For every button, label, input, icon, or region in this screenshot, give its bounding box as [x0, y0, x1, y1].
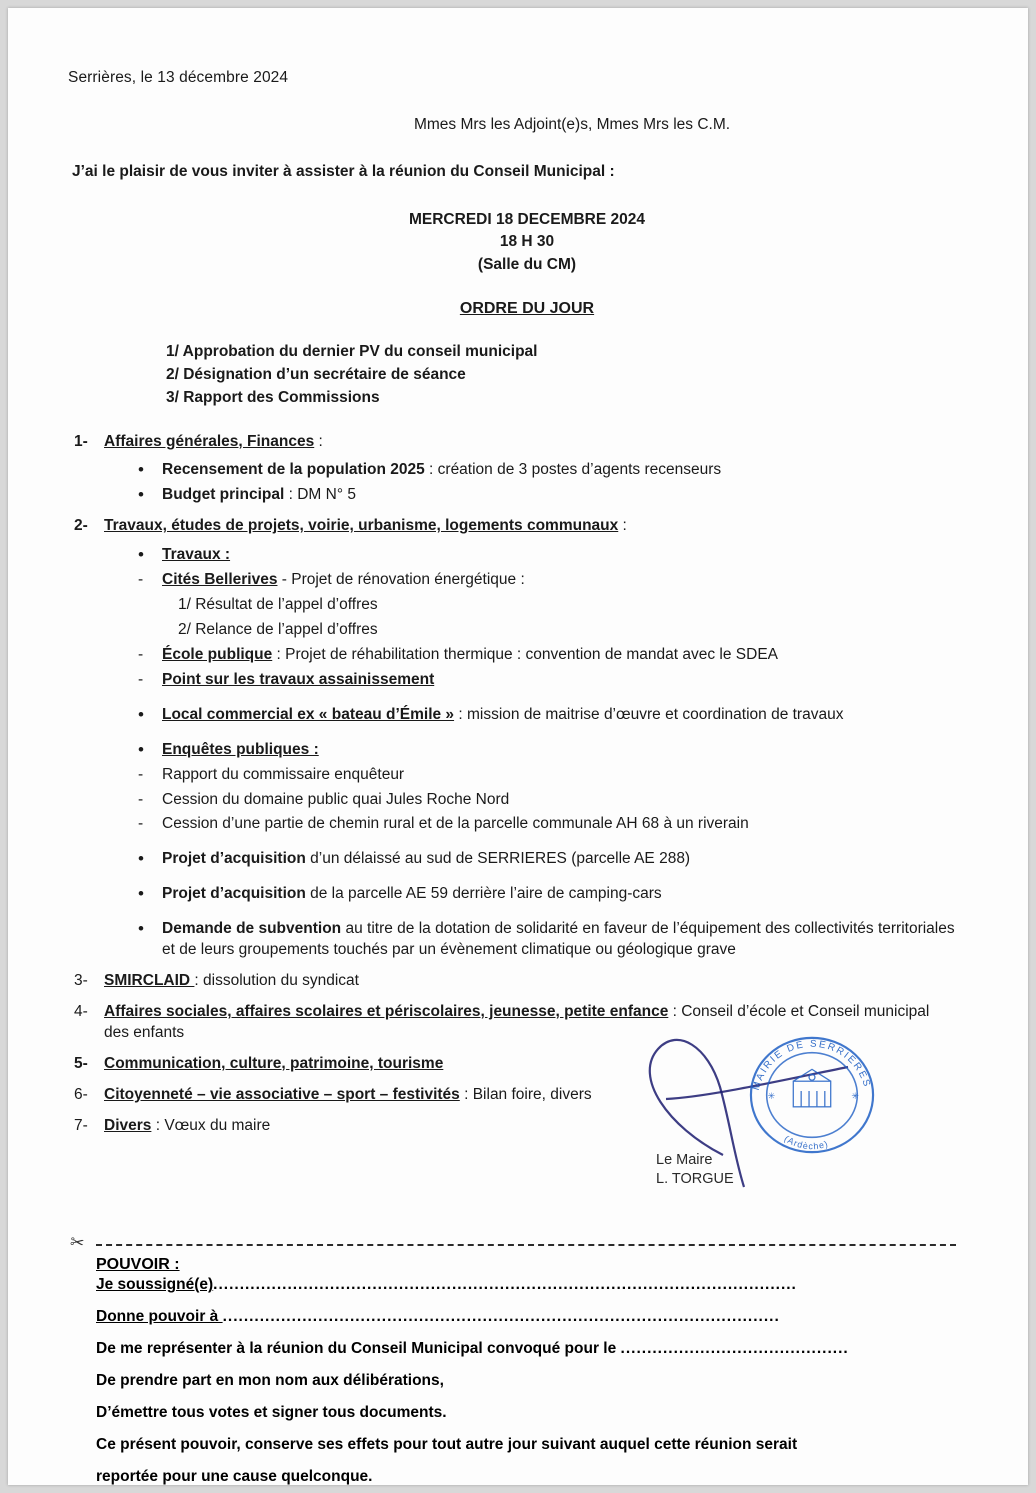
agenda-item-text: - Projet de rénovation énergétique : — [277, 571, 525, 589]
proxy-deliberations-line: De prendre part en mon nom aux délibérations, — [96, 1372, 444, 1389]
meeting-place: (Salle du CM) — [477, 255, 577, 273]
agenda-section-subtitle: : Bilan foire, divers — [459, 1085, 592, 1103]
agenda-section-number: 5- — [74, 1054, 88, 1072]
meeting-time: 18 H 30 — [499, 233, 555, 251]
proxy-grant-dots[interactable]: ......................................................................................................... — [222, 1308, 780, 1325]
agenda-section-title: Affaires sociales, affaires scolaires et périscolaires, jeunesse, petite enfance — [104, 1002, 669, 1020]
agenda-item-text: Cession du domaine public quai Jules Roche Nord — [162, 790, 510, 808]
signature-title: Le Maire — [656, 1151, 713, 1168]
agenda-item-text: au titre de la dotation de solidarité en faveur de l’équipement des collectivités territoriales et de leurs groupements touchés par un évènement climatique ou géologique grave — [162, 920, 955, 959]
proxy-undersigned-label: Je soussigné(e) — [96, 1276, 214, 1293]
proxy-effect-line-2: reportée pour une cause quelconque. — [96, 1468, 373, 1485]
preliminary-items — [166, 340, 956, 410]
agenda-section-title-wrap — [104, 971, 956, 992]
proxy-effect-line-1: Ce présent pouvoir, conserve ses effets pour tout autre jour suivant auquel cette réunion serait — [96, 1436, 798, 1453]
proxy-represent-label: De me représenter à la réunion du Conseil Municipal convoqué pour le — [96, 1340, 621, 1357]
agenda-section-head — [68, 971, 956, 992]
proxy-grant-line — [96, 1308, 972, 1326]
agenda-item-text: 1/ Résultat de l’appel d’offres — [178, 596, 378, 614]
agenda-item — [108, 645, 956, 666]
handwritten-signature — [548, 1037, 968, 1157]
signature-block — [656, 1151, 734, 1190]
invitation-intro: J’ai le plaisir de vous inviter à assister à la réunion du Conseil Municipal : — [72, 162, 615, 180]
agenda-section-subtitle: : — [618, 517, 627, 535]
agenda-section-subtitle: : — [314, 432, 323, 450]
agenda-section-title: Affaires générales, Finances — [104, 432, 315, 450]
signature-area — [68, 1147, 956, 1225]
agenda-item — [108, 620, 956, 641]
agenda-item — [108, 705, 956, 726]
agenda-section-title-wrap — [104, 516, 956, 537]
meeting-details — [98, 209, 956, 276]
agenda-item-text: : DM N° 5 — [284, 486, 356, 504]
signature-name: L. TORGUE — [656, 1171, 734, 1188]
agenda-item-label: Projet d’acquisition — [162, 850, 306, 868]
date-line: Serrières, le 13 décembre 2024 — [68, 69, 289, 86]
agenda-title: ORDRE DU JOUR — [459, 300, 595, 318]
agenda-section-number: 6- — [74, 1085, 88, 1103]
agenda-section-title-wrap — [104, 432, 956, 453]
proxy-undersigned-dots[interactable]: .............................................................................................................. — [213, 1276, 797, 1293]
agenda-item-list — [108, 545, 956, 961]
agenda-sections — [68, 432, 956, 1137]
agenda-item-text: de la parcelle AE 59 derrière l’aire de camping-cars — [305, 885, 662, 903]
agenda-item — [108, 814, 956, 835]
agenda-section-title: Divers — [104, 1116, 152, 1134]
agenda-item — [108, 790, 956, 811]
agenda-section-subtitle: : Vœux du maire — [151, 1116, 271, 1134]
agenda-section-title: Citoyenneté – vie associative – sport – festivités — [104, 1085, 460, 1103]
agenda-section — [68, 516, 956, 961]
agenda-item-label: Cités Bellerives — [162, 571, 278, 589]
agenda-item — [108, 670, 956, 691]
svg-text:✳: ✳ — [767, 1090, 776, 1101]
agenda-section-head — [68, 516, 956, 537]
agenda-item — [108, 740, 956, 761]
agenda-item — [108, 545, 956, 566]
agenda-item-text: : création de 3 postes d’agents recenseurs — [424, 461, 722, 479]
agenda-item-text: Rapport du commissaire enquêteur — [162, 765, 405, 783]
agenda-section-number: 7- — [74, 1116, 88, 1134]
agenda-item-label: Enquêtes publiques : — [162, 740, 319, 758]
agenda-item-text: Cession d’une partie de chemin rural et de la parcelle communale AH 68 à un riverain — [162, 815, 749, 833]
proxy-grant-label: Donne pouvoir à — [96, 1308, 223, 1325]
agenda-section-number: 1- — [74, 432, 88, 450]
agenda-section-title: Travaux, études de projets, voirie, urbanisme, logements communaux — [104, 517, 619, 535]
proxy-undersigned-line — [96, 1276, 972, 1294]
agenda-item — [108, 919, 956, 961]
meeting-date: MERCREDI 18 DECEMBRE 2024 — [408, 210, 645, 228]
svg-text:(Ardèche): (Ardèche) — [782, 1133, 830, 1152]
agenda-section-subtitle: : dissolution du syndicat — [194, 972, 359, 990]
agenda-item-list — [108, 460, 956, 506]
agenda-section — [68, 971, 956, 992]
agenda-section-number: 4- — [74, 1002, 88, 1020]
proxy-represent-line — [96, 1340, 972, 1358]
preliminary-item: 3/ Rapport des Commissions — [166, 389, 380, 407]
agenda-item-label: Demande de subvention — [162, 920, 342, 938]
proxy-form — [96, 1256, 972, 1485]
preliminary-item: 1/ Approbation du dernier PV du conseil municipal — [166, 342, 538, 360]
agenda-section — [68, 432, 956, 507]
agenda-item — [108, 485, 956, 506]
agenda-section-title: Communication, culture, patrimoine, tourisme — [104, 1054, 444, 1072]
agenda-item-text: : Projet de réhabilitation thermique : convention de mandat avec le SDEA — [272, 645, 778, 663]
agenda-item-label: Local commercial ex « bateau d’Émile » — [162, 705, 455, 723]
agenda-item — [108, 765, 956, 786]
preliminary-item: 2/ Désignation d’un secrétaire de séance — [166, 366, 466, 384]
scissors-icon: ✂ — [68, 1232, 86, 1253]
agenda-item-label: Projet d’acquisition — [162, 885, 306, 903]
agenda-item — [108, 460, 956, 481]
addressees-line: Mmes Mrs les Adjoint(e)s, Mmes Mrs les C.M. — [413, 115, 731, 133]
agenda-item-label: École publique — [162, 645, 273, 663]
proxy-vote-line: D’émettre tous votes et signer tous documents. — [96, 1404, 447, 1421]
document-page — [8, 8, 1028, 1485]
agenda-section-title: SMIRCLAID — [104, 972, 195, 990]
svg-text:✳: ✳ — [851, 1090, 859, 1101]
agenda-item-text: : mission de maitrise d’œuvre et coordination de travaux — [454, 705, 844, 723]
agenda-item-text: d’un délaissé au sud de SERRIERES (parcelle AE 288) — [305, 850, 691, 868]
agenda-section-head — [68, 432, 956, 453]
agenda-item-label: Travaux : — [162, 546, 231, 564]
cut-divider — [96, 1244, 956, 1246]
agenda-item — [108, 884, 956, 905]
proxy-represent-dots[interactable]: ........................................... — [620, 1340, 849, 1357]
svg-text:MAIRIE DE SERRIERES: MAIRIE DE SERRIERES — [750, 1038, 873, 1092]
agenda-item-text: 2/ Relance de l’appel d’offres — [178, 620, 378, 638]
agenda-item — [108, 849, 956, 870]
agenda-section-number: 3- — [74, 972, 88, 990]
agenda-section-subtitle: : Conseil d’école et Conseil municipal des enfants — [104, 1002, 930, 1041]
agenda-item-label: Budget principal — [162, 486, 285, 504]
agenda-item — [108, 595, 956, 616]
proxy-heading: POUVOIR : — [96, 1256, 180, 1273]
agenda-item — [108, 570, 956, 591]
agenda-item-label: Point sur les travaux assainissement — [162, 670, 435, 688]
agenda-section-number: 2- — [74, 517, 88, 535]
agenda-item-label: Recensement de la population 2025 — [162, 461, 425, 479]
